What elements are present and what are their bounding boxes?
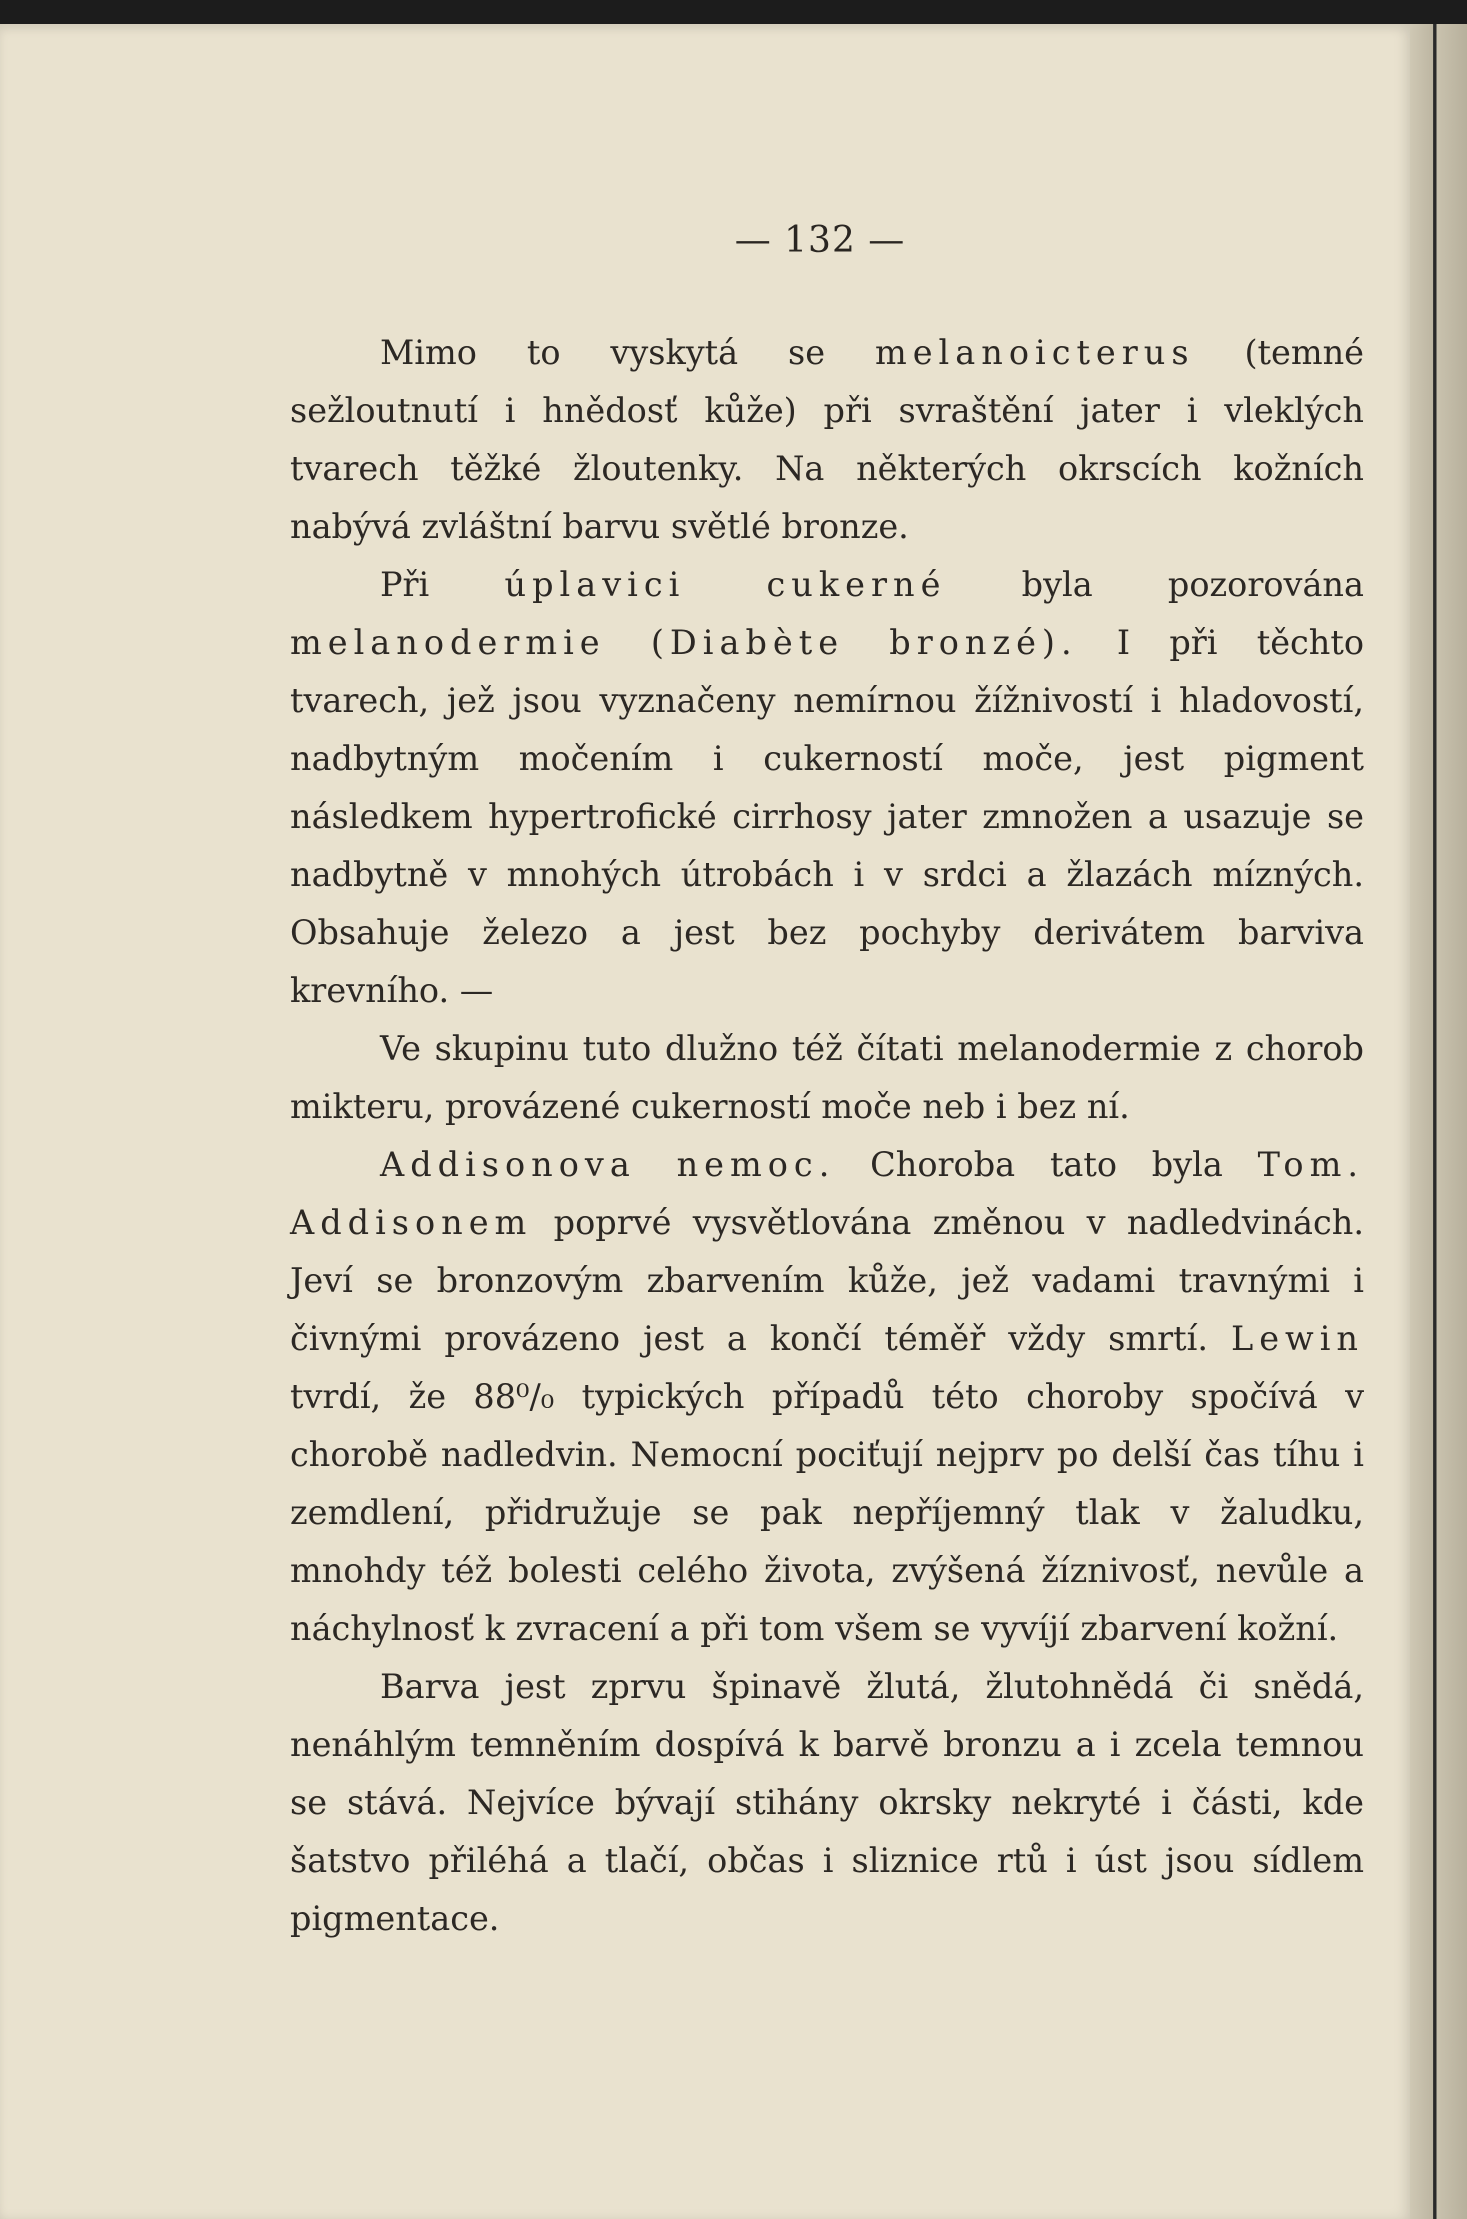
paragraph-3 — [290, 1020, 1364, 1136]
spaced-term: melanoicterus — [874, 333, 1195, 372]
text-segment: Při — [380, 565, 505, 604]
spaced-term: melanodermie (Diabète bronzé). — [290, 623, 1078, 662]
spaced-term: Tom. Addisonem — [290, 1145, 1364, 1242]
text-segment: Choroba tato byla — [835, 1145, 1258, 1184]
paragraph-1 — [290, 324, 1364, 556]
spaced-term: Addisonova nemoc. — [380, 1145, 836, 1184]
text-segment: Barva jest zprvu špinavě žlutá, žlutohnědá či snědá, nenáhlým temněním dospívá k barvě bronzu a i zcela temnou se stává. Nejvíce bývají stihány okrsky nekryté i části, kde šatstvo přiléhá a tlačí, občas i sliznice rtů i úst jsou sídlem pigmentace. — [290, 1667, 1364, 1938]
text-segment: poprvé vysvětlována změnou v nadledvinách. Jeví se bronzovým zbarvením kůže, jež vadami travnými i čivnými provázeno jest a končí téměř vždy smrtí. — [290, 1203, 1364, 1358]
body-text — [290, 324, 1364, 1948]
book-page — [0, 24, 1410, 2219]
text-segment: (temné sežloutnutí i hnědosť kůže) při svraštění jater i vleklých tvarech těžké žloutenky. Na některých okrscích kožních nabývá zvláštní barvu světlé bronze. — [290, 333, 1364, 546]
spaced-term: Lewin — [1230, 1319, 1364, 1358]
paragraph-5 — [290, 1658, 1364, 1948]
spaced-term: úplavici cukerné — [504, 565, 947, 604]
text-segment: Ve skupinu tuto dlužno též čítati melanodermie z chorob mikteru, provázené cukerností moče neb i bez ní. — [290, 1029, 1364, 1126]
text-segment: byla pozorována — [946, 565, 1364, 604]
book-edge — [1410, 24, 1467, 2219]
page-number: — 132 — — [734, 220, 906, 261]
text-segment: Mimo to vyskytá se — [380, 333, 875, 372]
paragraph-4 — [290, 1136, 1364, 1658]
text-segment: I při těchto tvarech, jež jsou vyznačeny nemírnou žížnivostí i hladovostí, nadbytným močením i cukerností moče, jest pigment následkem hypertrofické cirrhosy jater zmnožen a usazuje se nadbytně v mnohých útrobách i v srdci a žlazách mízných. Obsahuje železo a jest bez pochyby derivátem barviva krevního. — — [290, 623, 1364, 1010]
text-segment: tvrdí, že 88⁰/₀ typických případů této choroby spočívá v chorobě nadledvin. Nemocní pociťují nejprv po delší čas tíhu i zemdlení, přidružuje se pak nepříjemný tlak v žaludku, mnohdy též bolesti celého života, zvýšená žíznivosť, nevůle a náchylnosť k zvracení a při tom všem se vyvíjí zbarvení kožní. — [290, 1377, 1364, 1648]
paragraph-2 — [290, 556, 1364, 1020]
